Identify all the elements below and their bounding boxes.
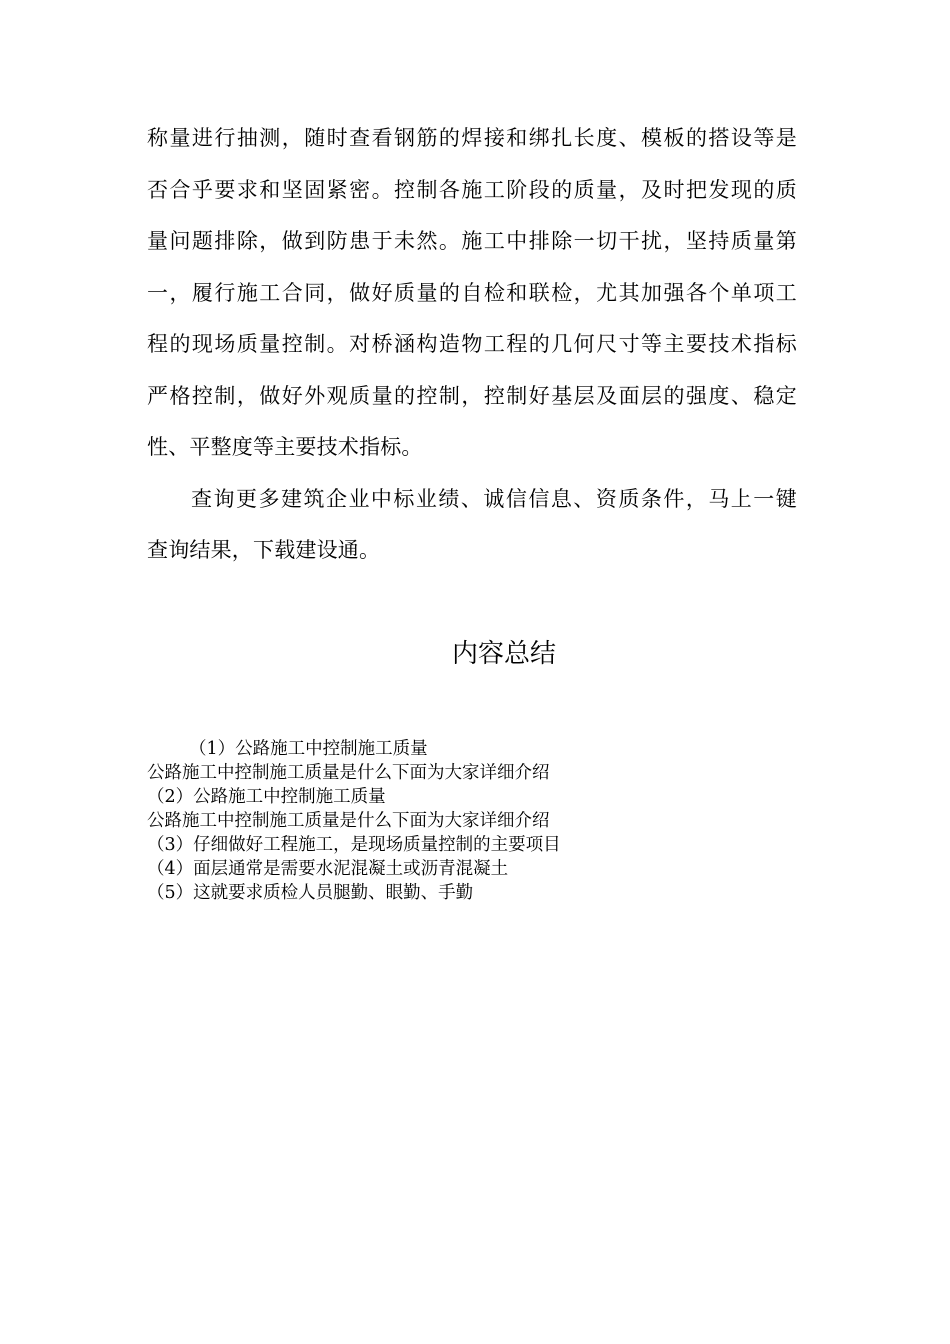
body-line: 性、平整度等主要技术指标。 bbox=[147, 435, 423, 459]
body-text bbox=[147, 113, 797, 577]
summary-item: （5）这就要求质检人员腿勤、眼勤、手勤 bbox=[147, 883, 474, 903]
body-line: 一，履行施工合同，做好质量的自检和联检，尤其加强各个单项工 bbox=[147, 280, 797, 305]
summary-item: 公路施工中控制施工质量是什么下面为大家详细介绍 bbox=[147, 811, 550, 831]
summary-heading: 内容总结 bbox=[451, 639, 556, 669]
summary-item: （4）面层通常是需要水泥混凝土或沥青混凝土 bbox=[147, 859, 509, 879]
body-line: 量问题排除，做到防患于未然。施工中排除一切干扰，坚持质量第 bbox=[147, 229, 797, 253]
body-line: 查询更多建筑企业中标业绩、诚信信息、资质条件，马上一键 bbox=[191, 486, 797, 511]
summary-item: （1）公路施工中控制施工质量 bbox=[189, 739, 428, 759]
body-line: 程的现场质量控制。对桥涵构造物工程的几何尺寸等主要技术指标 bbox=[147, 332, 797, 356]
summary-item: 公路施工中控制施工质量是什么下面为大家详细介绍 bbox=[147, 763, 550, 783]
summary-item: （3）仔细做好工程施工，是现场质量控制的主要项目 bbox=[147, 835, 561, 855]
body-line: 称量进行抽测，随时查看钢筋的焊接和绑扎长度、模板的搭设等是 bbox=[147, 126, 797, 150]
body-line: 严格控制，做好外观质量的控制，控制好基层及面层的强度、稳定 bbox=[147, 383, 797, 408]
body-line: 查询结果，下载建设通。 bbox=[147, 538, 381, 562]
summary-list bbox=[147, 737, 797, 905]
body-line: 否合乎要求和坚固紧密。控制各施工阶段的质量，及时把发现的质 bbox=[147, 177, 797, 202]
summary-item: （2）公路施工中控制施工质量 bbox=[147, 787, 386, 807]
